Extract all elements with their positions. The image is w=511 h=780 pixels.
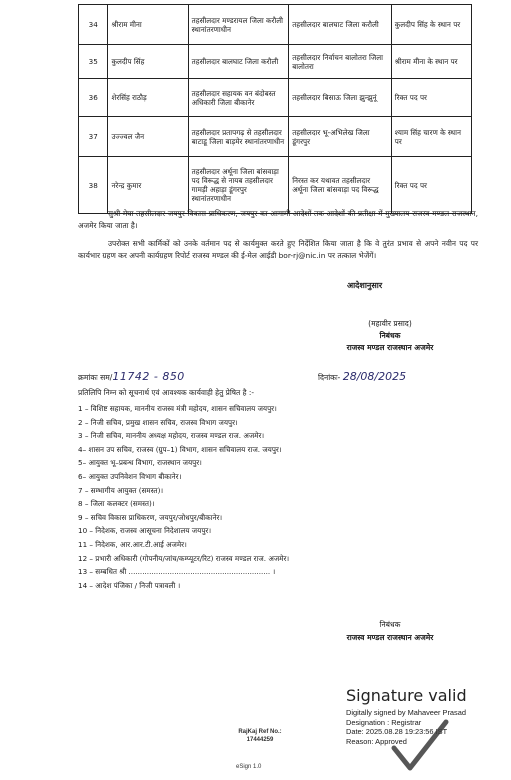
rajkaj-label: RajKaj Ref No.: [238,729,282,735]
list-item: 3 – निजी सचिव, माननीय अध्यक्ष महोदय, राजस्व मण्डल राज. अजमेर। [78,431,265,441]
date-handwritten: 28/08/2025 [342,370,407,383]
signatory-block-2 [300,618,480,644]
list-item: 4– शासन उप सचिव, राजस्व (ग्रुप–1) विभाग, शासन सचिवालय राज. जयपुर। [78,444,282,454]
rajkaj-ref [230,728,290,744]
list-item: 12 – प्रभारी अधिकारी (गोपनीय/जांच/कम्प्यूटर/रिट) राजस्व मण्डल राज. अजमेर। [78,553,290,563]
current-post-cell: तहसीलदार सहायक वन बंदोबस्त अधिकारी जिला बीकानेर [188,79,289,117]
signature-date: Date: 2025.08.28 19:23:56 IST [346,727,448,736]
new-post-cell: निरस्त कर यथावत तहसीलदार अर्थूना जिला बांसवाड़ा पद विरूद्ध [289,157,392,214]
remark-cell: रिक्त पद पर [391,79,471,117]
current-post-cell: तहसीलदार प्रतापगढ़ से तहसीलदार बाटाडू जिला बाड़मेर स्थानांतरणाधीन [188,117,289,157]
name-cell: उज्ज्वल जैन [108,117,188,157]
esign-version: eSign 1.0 [236,764,262,770]
list-item: 6– आयुक्त उपनिवेशन विभाग बीकानेर। [78,471,182,481]
table-row [79,157,472,214]
name-cell: श्रीराम मीना [108,5,188,45]
name-cell: कुलदीप सिंह [108,45,188,79]
list-item: 8 – जिला कलक्टर (समस्त)। [78,499,155,509]
signatory-designation: निबंधक [379,331,401,340]
current-post-cell: तहसीलदार अर्थूना जिला बांसवाड़ा पद विरूद्ध से नायब तहसीलदार गामड़ी अहाड़ा डूंगरपुर स्थानांतरणाधीन [188,157,289,214]
signature-status: Signature valid [346,686,467,705]
reference-handwritten: 11742 - 850 [112,370,185,383]
new-post-cell: तहसीलदार बालघाट जिला करौली [289,5,392,45]
list-item: 14 – आदेश पंजिका / निजी पत्रावली । [78,580,181,590]
signatory-block [300,318,480,354]
remark-cell: श्रीराम मीना के स्थान पर [391,45,471,79]
list-item: 2 – निजी सचिव, प्रमुख शासन सचिव, राजस्व विभाग जयपुर। [78,417,238,427]
new-post-cell: तहसीलदार निर्वाचन बालोतरा जिला बालोतरा [289,45,392,79]
remark-cell: रिक्त पद पर [391,157,471,214]
distribution-list [78,402,289,592]
new-post-cell: तहसीलदार बिसाऊ जिला झुन्झुनूं [289,79,392,117]
list-item: 9 – सचिव विकास प्राधिकरण, जयपुर/जोधपुर/बीकानेर। [78,512,223,522]
date-label: दिनांकः- [318,373,341,382]
order-label: आदेशानुसार [347,281,383,290]
signatory2-designation: निबंधक [379,620,401,629]
current-post-cell: तहसीलदार मण्डरायल जिला करौली स्थानांतरणाधीन [188,5,289,45]
rajkaj-number: 17444259 [246,737,274,743]
order-date [318,370,406,383]
reference-prefix: क्रमांकः सम/ [78,373,113,382]
list-item: 5– आयुक्त भू–प्रबन्ध विभाग, राजस्थान जयपुर। [78,458,202,468]
list-item: 13 – सम्बधित श्री .............................................................. । [78,567,276,577]
serial-cell: 35 [79,45,108,79]
signatory-org: राजस्व मण्डल राजस्थान अजमेर [346,343,434,352]
serial-cell: 37 [79,117,108,157]
list-item: 10 – निदेशक, राजस्व आसूचना निदेशालय जयपुर। [78,526,212,536]
list-item: 7 – सम्भागीय आयुक्त (समस्त)। [78,485,164,495]
signature-reason: Reason: Approved [346,736,407,746]
remark-cell: श्याम सिंह चारण के स्थान पर [391,117,471,157]
posting-paragraph: सुश्री मेघा तहसीलदार जयपुर विकास प्राधिकरण, जयपुर का आगामी आदेशों तक आदेशों की प्रतीक्षा में मुख्यालय राजस्व मण्डल राजस्थान, अजमेर किया जाता है। [78,209,478,230]
signatory2-org: राजस्व मण्डल राजस्थान अजमेर [346,633,434,642]
signatory-name: (महावीर प्रसाद) [368,319,412,328]
checkmark-icon [390,718,450,778]
serial-cell: 38 [79,157,108,214]
table-row [79,45,472,79]
remark-cell: कुलदीप सिंह के स्थान पर [391,5,471,45]
name-cell: शेरसिंह राठौड़ [108,79,188,117]
list-item: 11 – निदेशक, आर.आर.टी.आई अजमेर। [78,539,187,549]
serial-cell: 34 [79,5,108,45]
table-row [79,117,472,157]
table-row [79,5,472,45]
table-row [79,79,472,117]
reference-number [78,370,185,383]
signer-designation: Designation : Registrar [346,717,422,727]
list-item: 1 – विशिष्ट सहायक, माननीय राजस्व मंत्री महोदय, शासन सचिवालय जयपुर। [78,404,277,413]
current-post-cell: तहसीलदार बालघाट जिला करौली [188,45,289,79]
transfer-table [78,4,472,214]
serial-cell: 36 [79,79,108,117]
instruction-paragraph: उपरोक्त सभी कार्मिकों को उनके वर्तमान पद से कार्यमुक्त करते हुए निर्देशित किया जाता है कि वे तुरंत प्रभाव से अपने नवीन पद पर कार्यभार ग्रहण कर अपनी कार्यग्रहण रिपोर्ट राजस्व मण्डल की ई-मेल आईडी bor-rj@nic.in पर तत्काल भेजेंगें। [78,239,478,260]
signed-by: Digitally signed by Mahaveer Prasad [346,708,466,717]
copy-intro: प्रतिलिपि निम्न को सूचनार्थ एवं आवश्यक कार्यवाही हेतु प्रेषित है :- [78,388,255,397]
new-post-cell: तहसीलदार भू-अभिलेख जिला डूंगरपुर [289,117,392,157]
name-cell: नरेन्द्र कुमार [108,157,188,214]
